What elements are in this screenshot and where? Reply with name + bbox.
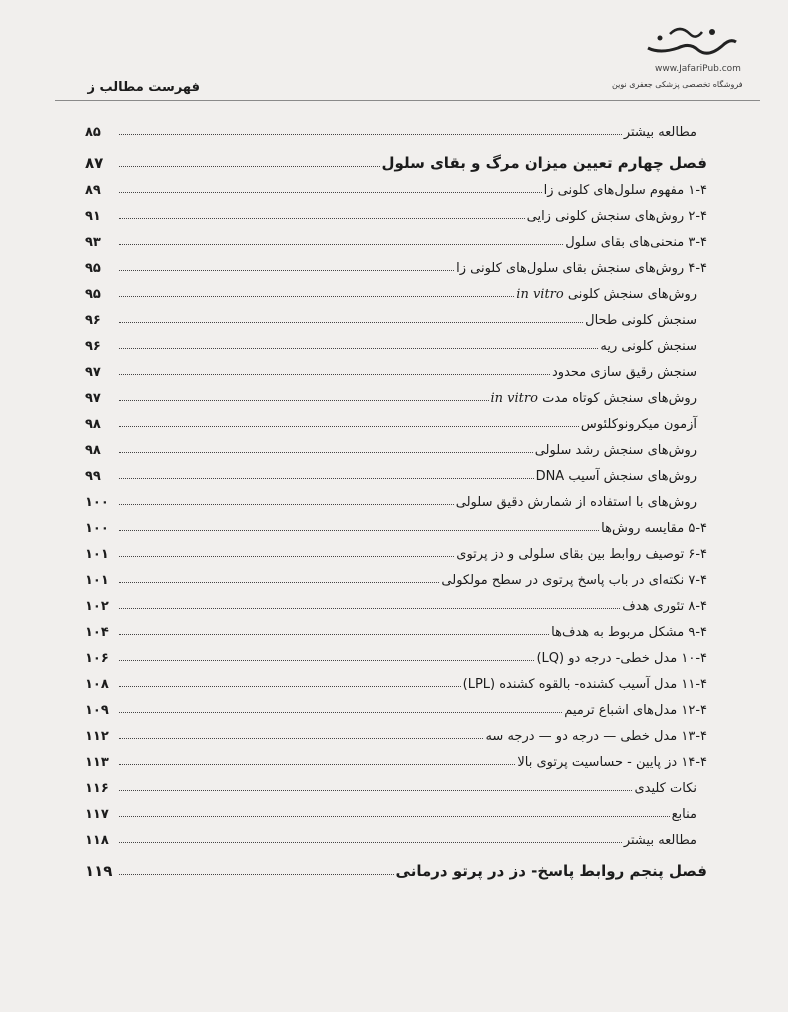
page-header-title: فهرست مطالب ز (87, 80, 200, 95)
toc-dot-leader (119, 874, 394, 875)
toc-dot-leader (119, 452, 533, 453)
toc-dot-leader (119, 134, 622, 135)
toc-row (85, 198, 707, 224)
toc-dot-leader (119, 400, 489, 401)
toc-entry-text: ۱۲-۴ مدل‌های اشباع ترمیم (564, 703, 707, 718)
toc-row (85, 666, 707, 692)
toc-entry-title (527, 209, 707, 224)
toc-entry-text: روش‌های سنجش کوتاه مدت (542, 391, 697, 406)
toc-entry-text: فصل چهارم تعیین میزان مرگ و بقای سلول (381, 154, 707, 172)
toc-entry-text: ۹-۴ مشکل مربوط به هدف‌ها (551, 625, 707, 640)
toc-page-number: ۱۱۹ (85, 862, 113, 880)
toc-entry-title (551, 625, 707, 640)
toc-row (85, 822, 707, 848)
toc-page-number: ۱۰۴ (85, 625, 109, 640)
toc-entry-text: سنجش رقیق سازی محدود (552, 365, 697, 380)
toc-row (85, 536, 707, 562)
toc-entry-text: ۱۱-۴ مدل آسیب کشنده- بالقوه کشنده (LPL) (462, 677, 707, 692)
toc-row (85, 458, 707, 484)
toc-row (85, 354, 707, 380)
toc-entry-text: مطالعه بیشتر (623, 833, 697, 848)
toc-entry-title (516, 287, 697, 302)
toc-row (85, 328, 707, 354)
toc-entry-title (564, 703, 707, 718)
toc-entry-title (634, 781, 697, 796)
toc-row (85, 276, 707, 302)
toc-entry-text: روش‌های سنجش آسیب DNA (535, 469, 697, 484)
toc-entry-text: منابع (671, 807, 697, 822)
toc-row (85, 614, 707, 640)
toc-entry-title (441, 573, 707, 588)
table-of-contents (85, 114, 707, 880)
toc-entry-text: نکات کلیدی (634, 781, 697, 796)
toc-page-number: ۹۷ (85, 365, 101, 380)
toc-entry-latin: in vitro (516, 287, 564, 302)
logo-mark-icon (640, 20, 740, 60)
toc-dot-leader (119, 244, 563, 245)
toc-dot-leader (119, 790, 632, 791)
toc-entry-text: ۵-۴ مقایسه روش‌ها (601, 521, 707, 536)
toc-row (85, 224, 707, 250)
toc-page-number: ۹۵ (85, 287, 101, 302)
toc-entry-text: ۶-۴ توصیف روابط بین بقای سلولی و دز پرتوی (456, 547, 707, 562)
toc-page-number: ۹۹ (85, 469, 101, 484)
toc-dot-leader (119, 478, 534, 479)
toc-row (85, 692, 707, 718)
header-divider (55, 100, 760, 101)
toc-row (85, 432, 707, 458)
toc-page-number: ۱۰۰ (85, 495, 109, 510)
toc-entry-text: فصل پنجم روابط پاسخ- دز در پرتو درمانی (395, 862, 707, 880)
toc-page-number: ۱۰۶ (85, 651, 109, 666)
toc-entry-title (535, 443, 697, 458)
toc-entry-title (552, 365, 697, 380)
toc-entry-text: ۱۴-۴ دز پایین - حساسیت پرتوی بالا (517, 755, 707, 770)
toc-entry-title (585, 313, 697, 328)
toc-page-number: ۹۸ (85, 443, 101, 458)
toc-dot-leader (119, 348, 598, 349)
toc-dot-leader (119, 374, 550, 375)
toc-entry-title (581, 417, 697, 432)
toc-entry-title (517, 755, 707, 770)
toc-row (85, 718, 707, 744)
toc-page-number: ۱۱۸ (85, 833, 109, 848)
toc-row (85, 588, 707, 614)
toc-row (85, 172, 707, 198)
toc-dot-leader (119, 764, 515, 765)
toc-page-number: ۹۸ (85, 417, 101, 432)
toc-entry-title (565, 235, 707, 250)
toc-page-number: ۱۱۷ (85, 807, 109, 822)
toc-entry-title (600, 339, 697, 354)
toc-page-number: ۹۵ (85, 261, 101, 276)
toc-row (85, 302, 707, 328)
toc-dot-leader (119, 218, 525, 219)
toc-dot-leader (119, 296, 514, 297)
toc-entry-title (382, 154, 707, 172)
toc-row (85, 770, 707, 796)
toc-entry-text: ۱۰-۴ مدل خطی- درجه دو (LQ) (536, 651, 707, 666)
toc-entry-title (456, 547, 707, 562)
toc-entry-text: سنجش کلونی طحال (585, 313, 697, 328)
toc-entry-title (624, 833, 697, 848)
toc-dot-leader (119, 504, 454, 505)
toc-row (85, 562, 707, 588)
toc-page-number: ۱۰۹ (85, 703, 109, 718)
toc-entry-text: روش‌های با استفاده از شمارش دقیق سلولی (455, 495, 697, 510)
toc-dot-leader (119, 556, 454, 557)
toc-dot-leader (119, 166, 380, 167)
toc-row (85, 796, 707, 822)
toc-entry-text: ۴-۴ روش‌های سنجش بقای سلول‌های کلونی زا (456, 261, 707, 276)
toc-dot-leader (119, 322, 583, 323)
toc-entry-title (491, 391, 698, 406)
toc-chapter-row (85, 848, 707, 880)
toc-dot-leader (119, 270, 454, 271)
toc-entry-text: سنجش کلونی ریه (600, 339, 697, 354)
toc-page-number: ۱۰۸ (85, 677, 109, 692)
toc-page-number: ۹۱ (85, 209, 101, 224)
toc-page-number: ۸۵ (85, 125, 101, 140)
toc-entry-title (456, 261, 707, 276)
toc-page-number: ۹۶ (85, 339, 101, 354)
toc-entry-text: روش‌های سنجش کلونی (567, 287, 697, 302)
toc-entry-text: ۸-۴ تئوری هدف (622, 599, 707, 614)
toc-entry-text: ۱۳-۴ مدل خطی — درجه دو — درجه سه (485, 729, 707, 744)
toc-chapter-row (85, 140, 707, 172)
toc-dot-leader (119, 738, 483, 739)
toc-row (85, 250, 707, 276)
toc-dot-leader (119, 192, 542, 193)
toc-page-number: ۹۷ (85, 391, 101, 406)
toc-dot-leader (119, 712, 562, 713)
toc-page-number: ۱۰۰ (85, 521, 109, 536)
publisher-url: www.JafariPub.com (655, 64, 741, 74)
toc-dot-leader (119, 608, 620, 609)
toc-page-number: ۱۱۳ (85, 755, 109, 770)
toc-entry-title (672, 807, 697, 822)
toc-page-number: ۹۶ (85, 313, 101, 328)
toc-entry-title (536, 469, 697, 484)
toc-row (85, 484, 707, 510)
toc-entry-text: ۷-۴ نکته‌ای در باب پاسخ پرتوی در سطح مولکولی (441, 573, 707, 588)
publisher-subtitle: فروشگاه تخصصی پزشکی جعفری نوین (612, 80, 743, 89)
toc-entry-title (601, 521, 707, 536)
toc-row (85, 640, 707, 666)
toc-dot-leader (119, 816, 670, 817)
toc-row (85, 406, 707, 432)
toc-page-number: ۱۰۲ (85, 599, 109, 614)
toc-entry-text: آزمون میکرونوکلئوس (580, 417, 697, 432)
toc-page-number: ۹۳ (85, 235, 101, 250)
toc-entry-text: مطالعه بیشتر (623, 125, 697, 140)
toc-row (85, 380, 707, 406)
toc-dot-leader (119, 426, 579, 427)
toc-entry-text: روش‌های سنجش رشد سلولی (534, 443, 697, 458)
toc-entry-text: ۱-۴ مفهوم سلول‌های کلونی زا (543, 183, 707, 198)
toc-dot-leader (119, 660, 534, 661)
toc-entry-text: ۲-۴ روش‌های سنجش کلونی زایی (526, 209, 707, 224)
toc-entry-title (456, 495, 697, 510)
publisher-logo (640, 20, 750, 60)
toc-page-number: ۱۰۱ (85, 573, 109, 588)
toc-page-number: ۱۱۲ (85, 729, 109, 744)
toc-entry-title (544, 183, 707, 198)
toc-dot-leader (119, 582, 439, 583)
toc-row (85, 114, 707, 140)
toc-page-number: ۸۷ (85, 154, 104, 172)
toc-page-number: ۸۹ (85, 183, 101, 198)
toc-row (85, 744, 707, 770)
toc-dot-leader (119, 686, 461, 687)
toc-entry-latin: in vitro (490, 391, 538, 406)
toc-dot-leader (119, 842, 622, 843)
toc-page-number: ۱۱۶ (85, 781, 109, 796)
toc-entry-title (624, 125, 697, 140)
toc-entry-title (463, 677, 707, 692)
toc-dot-leader (119, 634, 549, 635)
toc-row (85, 510, 707, 536)
toc-entry-title (396, 862, 707, 880)
toc-entry-title (485, 729, 707, 744)
toc-page-number: ۱۰۱ (85, 547, 109, 562)
toc-entry-title (536, 651, 707, 666)
toc-entry-title (622, 599, 707, 614)
toc-dot-leader (119, 530, 599, 531)
toc-entry-text: ۳-۴ منحنی‌های بقای سلول (565, 235, 707, 250)
